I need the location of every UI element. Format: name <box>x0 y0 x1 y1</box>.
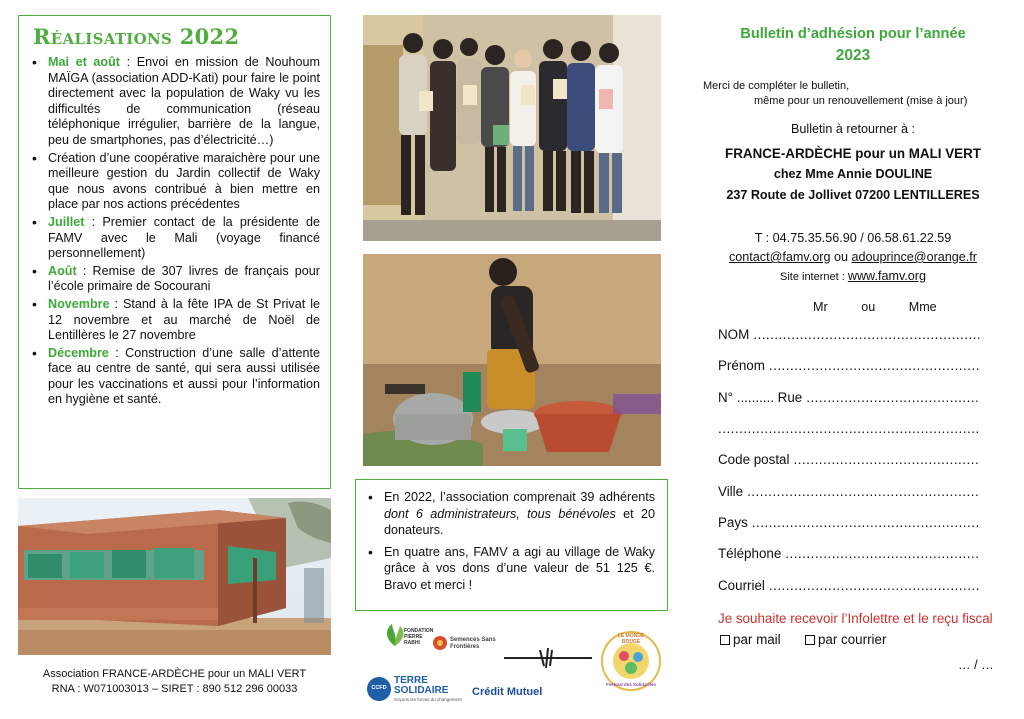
realisations-box <box>18 15 331 489</box>
civility-mme[interactable]: Mme <box>908 300 937 314</box>
stats-box <box>355 479 668 611</box>
realisations-title: Réalisations 2022 <box>33 24 240 49</box>
email-link-contact[interactable]: contact@famv.org <box>729 250 831 264</box>
woman-washing-illustration <box>363 254 661 466</box>
telephone-field[interactable]: Téléphone ..... <box>718 546 980 561</box>
association-rna: RNA : W071003013 – SIRET : 890 512 296 00033 <box>51 683 298 695</box>
stats-list <box>364 489 655 593</box>
website-link[interactable]: www.famv.org <box>847 269 927 283</box>
prenom-field[interactable]: Prénom ..... <box>718 358 980 373</box>
newsletter-preference: Je souhaite recevoir l’Infolettre et le reçu fiscal par mail par courrier <box>718 611 993 647</box>
civility-mr[interactable]: Mr <box>813 300 828 314</box>
phone-numbers: T : 04.75.35.56.90 / 06.58.61.22.59 <box>754 231 952 245</box>
website: Site internet : www.famv.org <box>779 269 927 283</box>
group-photo <box>363 15 661 241</box>
continued-marker: … / … <box>958 658 994 672</box>
return-label: Bulletin à retourner à : <box>791 122 915 136</box>
festival-logo: LE MONDE BOUGE Festival des Solidarités <box>600 630 662 692</box>
list-item: • En quatre ans, FAMV a agi au village de Waky grâce à vos dons d’une valeur de 51 125 €. Bravo et merci ! <box>364 544 655 594</box>
semences-logo: Semences Sans Frontières <box>432 632 496 662</box>
emails: contact@famv.org ou adouprince@orange.fr <box>729 250 977 264</box>
rue-field[interactable]: N° .......... Rue ..... <box>718 390 980 405</box>
realisations-list <box>29 55 320 408</box>
courriel-field[interactable]: Courriel ..... <box>718 578 980 593</box>
association-footer <box>18 667 331 697</box>
ville-field[interactable]: Ville ..... <box>718 484 980 499</box>
address-line-2-field[interactable] <box>718 421 980 436</box>
woman-washing-photo <box>363 254 661 466</box>
by-post-checkbox[interactable] <box>805 635 815 645</box>
civility-choice: Mr ou Mme <box>813 300 937 314</box>
form-intro-2: même pour un renouvellement (mise à jour) <box>754 95 968 107</box>
code-postal-field[interactable]: Code postal ..... <box>718 452 980 467</box>
email-link-adouprince[interactable]: adouprince@orange.fr <box>851 250 977 264</box>
seed-icon <box>432 635 448 651</box>
credit-mutuel-logo: Crédit Mutuel <box>472 686 543 698</box>
pierre-rabhi-logo: FONDATION PIERRE RABHI <box>382 620 430 664</box>
group-photo-illustration <box>363 15 661 241</box>
building-photo <box>18 498 331 655</box>
partner-logos <box>362 620 667 712</box>
list-item: • Novembre : Stand à la fête IPA de St Privat le 12 novembre et au marché de Noël de Lentillères le 27 novembre <box>29 297 320 344</box>
hands-logo <box>504 648 592 668</box>
list-item: • Création d’une coopérative maraichère pour une meilleure gestion du Jardin collectif de Waky que nous avons contribué à bien mettre en place par nos actions précédentes <box>29 151 320 213</box>
list-item: • Décembre : Construction d’une salle d’attente face au centre de santé, qui sera aussi utilisée pour les vaccinations et aussi pour l’information en hygiène et santé. <box>29 346 320 408</box>
list-item: • En 2022, l’association comprenait 39 adhérents dont 6 administrateurs, tous bénévoles et 20 donateurs. <box>364 489 655 539</box>
form-intro-1: Merci de compléter le bulletin, <box>703 80 850 92</box>
contact-info <box>700 229 1006 287</box>
by-mail-checkbox[interactable] <box>720 635 730 645</box>
building-illustration <box>18 498 331 655</box>
pays-field[interactable]: Pays ..... <box>718 515 980 530</box>
association-name: Association FRANCE-ARDÈCHE pour un MALI VERT <box>42 668 307 680</box>
list-item: • Août : Remise de 307 livres de français pour l’école primaire de Socourani <box>29 264 320 295</box>
list-item: • Mai et août : Envoi en mission de Nouhoum MAÏGA (association ADD-Kati) pour faire le point directement avec la population de Waky vu les difficultés de communication (réseau téléphonique irrégulier, barrière de la langue, peu de smartphones, pas d’électricité…) <box>29 55 320 149</box>
list-item: • Juillet : Premier contact de la présidente de FAMV avec le Mali (voyage financé personnellement) <box>29 215 320 262</box>
membership-form <box>700 0 1006 719</box>
form-title: Bulletin d’adhésion pour l’année 2023 <box>740 26 966 64</box>
terre-solidaire-logo: CCFD TERRE SOLIDAIRE Soyons les forces du changement <box>366 672 458 706</box>
return-address: FRANCE-ARDÈCHE pour un MALI VERT chez Mme Annie DOULINE 237 Route de Jollivet 07200 LENTILLERES <box>725 146 981 202</box>
nom-field[interactable]: NOM ..... <box>718 327 980 342</box>
